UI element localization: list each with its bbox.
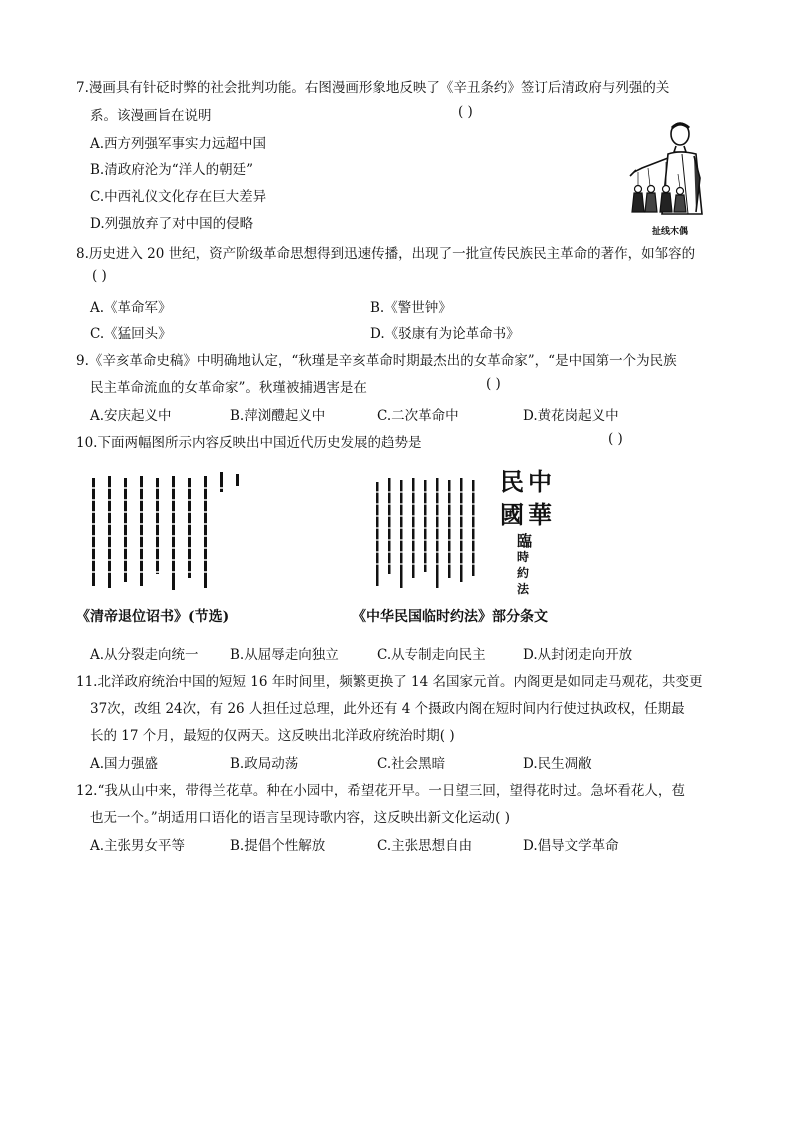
puppet-cartoon-image xyxy=(622,116,722,228)
q11-stem-line2: 37次，改组 24次，有 26 人担任过总理，此外还有 4 个摄政内阁在短时间内行使过执政权，任期最 xyxy=(90,701,685,717)
provisional-constitution-caption: 《中华民国临时约法》部分条文 xyxy=(352,609,548,625)
q12-stem-line1: 12.“我从山中来，带得兰花草。种在小园中，希望花开早。一日望三回，望得花时过。急坏看花人，苞 xyxy=(76,783,685,799)
q10-answer-paren: ( ) xyxy=(608,431,623,447)
calligraphy-char-zhong: 中 xyxy=(528,467,552,496)
q9-option-c: C.二次革命中 xyxy=(377,408,459,424)
q12-option-b: B.提倡个性解放 xyxy=(230,838,326,854)
q9-option-d: D.黄花岗起义中 xyxy=(523,408,619,424)
q8-option-b: B.《警世钟》 xyxy=(370,300,452,316)
provisional-constitution-image xyxy=(372,470,484,596)
calligraphy-char-lin: 臨 xyxy=(517,532,533,550)
q7-option-c: C.中西礼仪文化存在巨大差异 xyxy=(90,189,267,205)
q11-stem-line3: 长的 17 个月，最短的仅两天。这反映出北洋政府统治时期( ) xyxy=(90,728,455,744)
q12-option-a: A.主张男女平等 xyxy=(90,838,186,854)
q10-option-b: B.从屈辱走向独立 xyxy=(230,647,339,663)
q8-option-a: A.《革命军》 xyxy=(90,300,172,316)
q7-option-b: B.清政府沦为“洋人的朝廷” xyxy=(90,162,254,178)
abdication-edict-caption: 《清帝退位诏书》(节选) xyxy=(76,609,230,625)
q12-option-c: C.主张思想自由 xyxy=(377,838,473,854)
calligraphy-char-guo: 國 xyxy=(500,500,524,529)
q7-option-d: D.列强放弃了对中国的侵略 xyxy=(90,216,254,232)
q11-option-c: C.社会黑暗 xyxy=(377,756,446,772)
q9-stem-line2: 民主革命流血的女革命家”。秋瑾被捕遇害是在 xyxy=(90,380,367,396)
q7-stem-line1: 7.漫画具有针砭时弊的社会批判功能。右图漫画形象地反映了《辛丑条约》签订后清政府与列强的关 xyxy=(76,80,670,96)
q9-option-a: A.安庆起义中 xyxy=(90,408,172,424)
calligraphy-char-yue: 約 xyxy=(517,566,530,580)
q12-option-d: D.倡导文学革命 xyxy=(523,838,619,854)
q7-option-a: A.西方列强军事实力远超中国 xyxy=(90,136,267,152)
q9-option-b: B.萍浏醴起义中 xyxy=(230,408,326,424)
abdication-edict-image xyxy=(88,468,256,596)
q10-stem-line1: 10.下面两幅图所示内容反映出中国近代历史发展的趋势是 xyxy=(76,435,422,451)
q10-option-d: D.从封闭走向开放 xyxy=(523,647,633,663)
q8-stem-line1: 8.历史进入 20 世纪，资产阶级革命思想得到迅速传播，出现了一批宣传民族民主革命的著作，如邹容的 xyxy=(76,246,696,262)
q11-stem-line1: 11.北洋政府统治中国的短短 16 年时间里，频繁更换了 14 名国家元首。内阁更是如同走马观花，共变更 xyxy=(76,674,703,690)
calligraphy-char-fa: 法 xyxy=(517,582,530,596)
calligraphy-char-hua: 華 xyxy=(528,500,552,529)
q7-stem-line2: 系。该漫画旨在说明 xyxy=(90,108,212,124)
q7-answer-paren: ( ) xyxy=(458,104,473,120)
calligraphy-char-min: 民 xyxy=(500,467,524,496)
q10-option-a: A.从分裂走向统一 xyxy=(90,647,199,663)
cartoon-caption: 扯线木偶 xyxy=(652,227,689,237)
q8-option-d: D.《驳康有为论革命书》 xyxy=(370,326,520,342)
q11-option-b: B.政局动荡 xyxy=(230,756,299,772)
q8-answer-paren: ( ) xyxy=(92,268,107,284)
calligraphy-char-shi: 時 xyxy=(517,550,530,564)
q12-stem-line2: 也无一个。”胡适用口语化的语言呈现诗歌内容，这反映出新文化运动( ) xyxy=(90,810,510,826)
q9-stem-line1: 9.《辛亥革命史稿》中明确地认定，“秋瑾是辛亥革命时期最杰出的女革命家”，“是中国第一个为民族 xyxy=(76,353,677,369)
q8-option-c: C.《猛回头》 xyxy=(90,326,172,342)
q10-option-c: C.从专制走向民主 xyxy=(377,647,486,663)
q11-option-d: D.民生凋敝 xyxy=(523,756,592,772)
q9-answer-paren: ( ) xyxy=(486,376,501,392)
q11-option-a: A.国力强盛 xyxy=(90,756,159,772)
